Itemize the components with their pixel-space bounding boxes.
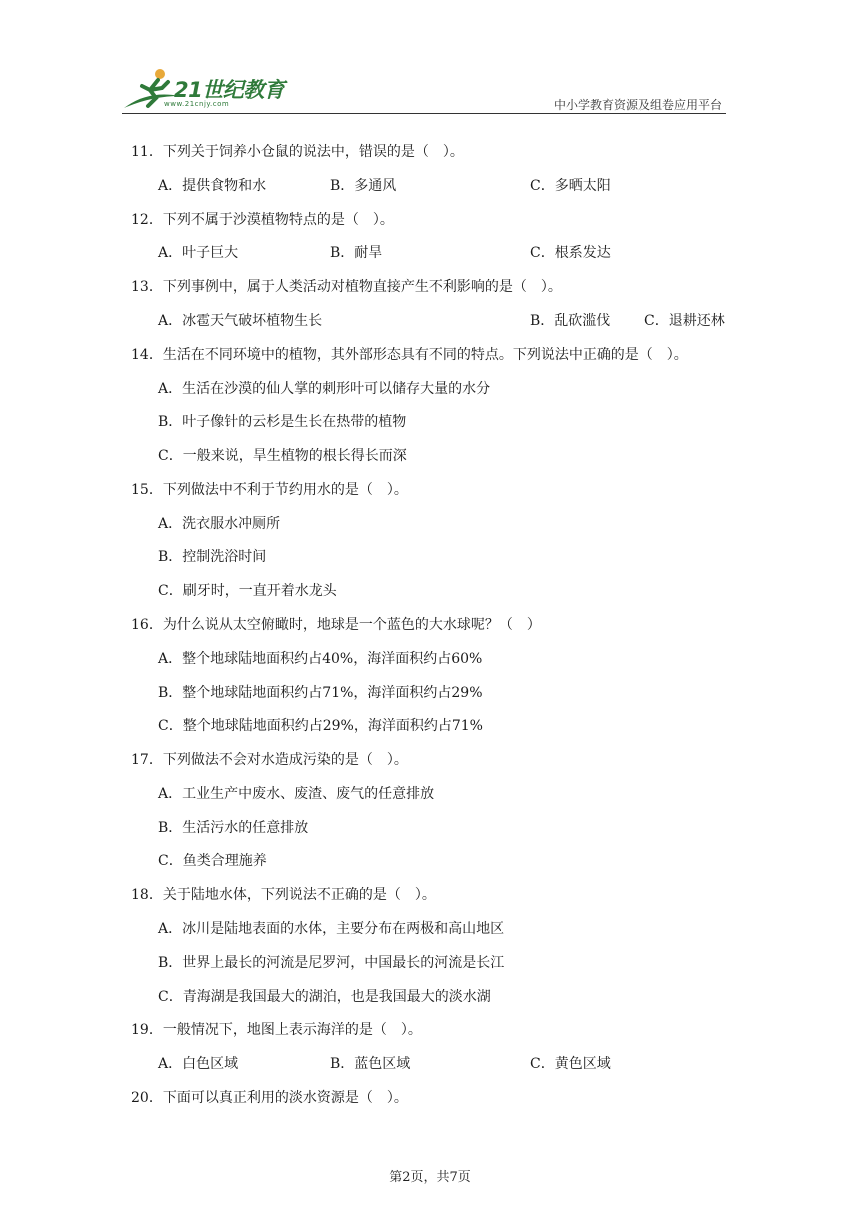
option-b: B．耐旱 — [330, 245, 383, 261]
question-stem: 15．下列做法中不利于节约用水的是（ ）。 — [131, 482, 408, 498]
option-a: A．生活在沙漠的仙人掌的刺形叶可以储存大量的水分 — [158, 381, 491, 397]
option-b: B．世界上最长的河流是尼罗河，中国最长的河流是长江 — [158, 955, 505, 971]
option-b: B．蓝色区域 — [330, 1056, 411, 1072]
question-stem: 18．关于陆地水体，下列说法不正确的是（ ）。 — [131, 887, 436, 903]
option-a: A．白色区域 — [158, 1056, 239, 1072]
platform-name: 中小学教育资源及组卷应用平台 — [553, 98, 722, 112]
logo-url: www.21cnjy.com — [164, 100, 230, 108]
option-b: B．整个地球陆地面积约占71%，海洋面积约占29% — [158, 685, 483, 701]
logo-text: 21世纪教育 — [174, 78, 285, 102]
option-b: B．乱砍滥伐 — [530, 313, 611, 329]
question-stem: 13．下列事例中，属于人类活动对植物直接产生不利影响的是（ ）。 — [131, 279, 562, 295]
page-header — [122, 66, 726, 116]
question-stem: 17．下列做法不会对水造成污染的是（ ）。 — [131, 752, 408, 768]
option-b: B．多通风 — [330, 178, 397, 194]
option-c: C．鱼类合理施养 — [158, 853, 267, 869]
option-c: C．刷牙时，一直开着水龙头 — [158, 583, 337, 599]
question-stem: 16．为什么说从太空俯瞰时，地球是一个蓝色的大水球呢？（ ） — [131, 617, 541, 633]
question-stem: 14．生活在不同环境中的植物，其外部形态具有不同的特点。下列说法中正确的是（ ）。 — [131, 347, 688, 363]
option-c: C．多晒太阳 — [530, 178, 611, 194]
option-a: A．叶子巨大 — [158, 245, 239, 261]
question-stem: 19．一般情况下，地图上表示海洋的是（ ）。 — [131, 1022, 422, 1038]
option-a: A．工业生产中废水、废渣、废气的任意排放 — [158, 786, 435, 802]
header-divider — [122, 113, 726, 114]
option-b: B．控制洗浴时间 — [158, 549, 267, 565]
option-c: C．黄色区域 — [530, 1056, 611, 1072]
option-c: C．一般来说，旱生植物的根长得长而深 — [158, 448, 407, 464]
option-c: C．青海湖是我国最大的湖泊，也是我国最大的淡水湖 — [158, 989, 491, 1005]
option-a: A．洗衣服水冲厕所 — [158, 516, 281, 532]
option-c: C．整个地球陆地面积约占29%，海洋面积约占71% — [158, 718, 483, 734]
option-c: C．退耕还林 — [644, 313, 725, 329]
question-stem: 12．下列不属于沙漠植物特点的是（ ）。 — [131, 212, 394, 228]
option-c: C．根系发达 — [530, 245, 611, 261]
page-number: 第2页，共7页 — [389, 1170, 471, 1185]
option-a: A．冰川是陆地表面的水体，主要分布在两极和高山地区 — [158, 921, 505, 937]
option-a: A．提供食物和水 — [158, 178, 267, 194]
option-a: A．整个地球陆地面积约占40%，海洋面积约占60% — [158, 651, 483, 667]
logo — [122, 66, 302, 114]
question-stem: 20．下面可以真正利用的淡水资源是（ ）。 — [131, 1090, 408, 1106]
question-stem: 11．下列关于饲养小仓鼠的说法中，错误的是（ ）。 — [131, 144, 464, 160]
option-b: B．生活污水的任意排放 — [158, 820, 309, 836]
option-b: B．叶子像针的云杉是生长在热带的植物 — [158, 414, 407, 430]
option-a: A．冰雹天气破坏植物生长 — [158, 313, 323, 329]
